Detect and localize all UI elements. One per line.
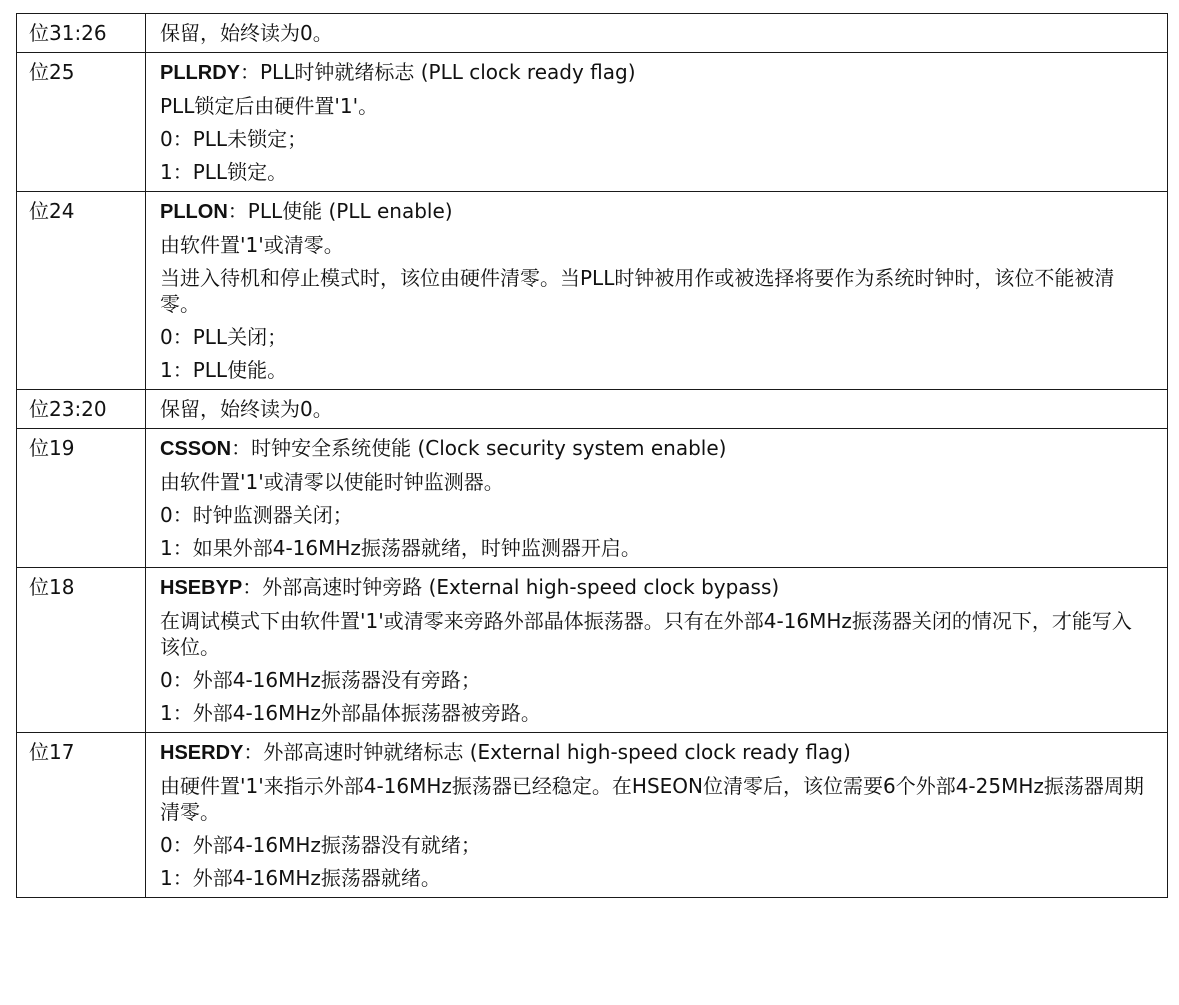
description-line: 0：PLL未锁定；	[160, 127, 308, 151]
description-cell	[146, 390, 1168, 429]
field-title-text: ：外部高速时钟旁路 (External high-speed clock bypass)	[242, 575, 780, 599]
description-line: 1：如果外部4-16MHz振荡器就绪，时钟监测器开启。	[160, 536, 641, 560]
table-row	[17, 390, 1168, 429]
field-title-text: ：时钟安全系统使能 (Clock security system enable)	[231, 436, 727, 460]
description-cell	[146, 53, 1168, 192]
field-title	[160, 739, 1151, 766]
bit-cell: 位19	[17, 429, 146, 568]
field-name: PLLRDY	[160, 62, 240, 84]
field-name: CSSON	[160, 438, 232, 460]
bit-cell: 位25	[17, 53, 146, 192]
bit-cell: 位17	[17, 733, 146, 898]
field-title-text: ：PLL时钟就绪标志 (PLL clock ready flag)	[240, 60, 636, 84]
description-line: 1：外部4-16MHz外部晶体振荡器被旁路。	[160, 701, 541, 725]
description-cell	[146, 568, 1168, 733]
field-title	[160, 59, 1151, 86]
description-line: 保留，始终读为0。	[160, 397, 333, 421]
description-line: 由软件置'1'或清零以使能时钟监测器。	[160, 470, 504, 494]
description-line: 1：外部4-16MHz振荡器就绪。	[160, 866, 441, 890]
description-line: 在调试模式下由软件置'1'或清零来旁路外部晶体振荡器。只有在外部4-16MHz振荡器关闭的情况下，才能写入该位。	[160, 609, 1132, 659]
table-row	[17, 14, 1168, 53]
description-line: 1：PLL锁定。	[160, 160, 288, 184]
table-row	[17, 429, 1168, 568]
field-name: HSERDY	[160, 742, 244, 764]
field-name: PLLON	[160, 201, 228, 223]
description-cell	[146, 14, 1168, 53]
table-row	[17, 192, 1168, 390]
description-line: 0：时钟监测器关闭；	[160, 503, 353, 527]
description-line: 0：外部4-16MHz振荡器没有就绪；	[160, 833, 481, 857]
field-name: HSEBYP	[160, 577, 243, 599]
field-title	[160, 198, 1151, 225]
field-title	[160, 574, 1151, 601]
description-cell	[146, 733, 1168, 898]
bit-cell: 位23:20	[17, 390, 146, 429]
bit-cell: 位31:26	[17, 14, 146, 53]
table-row	[17, 568, 1168, 733]
description-line: 由软件置'1'或清零。	[160, 233, 344, 257]
description-line: PLL锁定后由硬件置'1'。	[160, 94, 379, 118]
field-title	[160, 435, 1151, 462]
description-line: 0：外部4-16MHz振荡器没有旁路；	[160, 668, 481, 692]
field-title-text: ：PLL使能 (PLL enable)	[227, 199, 453, 223]
description-line: 1：PLL使能。	[160, 358, 288, 382]
register-bit-table	[16, 13, 1168, 898]
description-line: 由硬件置'1'来指示外部4-16MHz振荡器已经稳定。在HSEON位清零后，该位需要6个外部4-25MHz振荡器周期清零。	[160, 774, 1144, 824]
bit-cell: 位24	[17, 192, 146, 390]
description-cell	[146, 429, 1168, 568]
description-line: 0：PLL关闭；	[160, 325, 288, 349]
table-row	[17, 53, 1168, 192]
description-line: 当进入待机和停止模式时，该位由硬件清零。当PLL时钟被用作或被选择将要作为系统时钟时，该位不能被清零。	[160, 266, 1115, 316]
bit-cell: 位18	[17, 568, 146, 733]
table-row	[17, 733, 1168, 898]
description-line: 保留，始终读为0。	[160, 21, 333, 45]
field-title-text: ：外部高速时钟就绪标志 (External high-speed clock ready flag)	[243, 740, 851, 764]
description-cell	[146, 192, 1168, 390]
